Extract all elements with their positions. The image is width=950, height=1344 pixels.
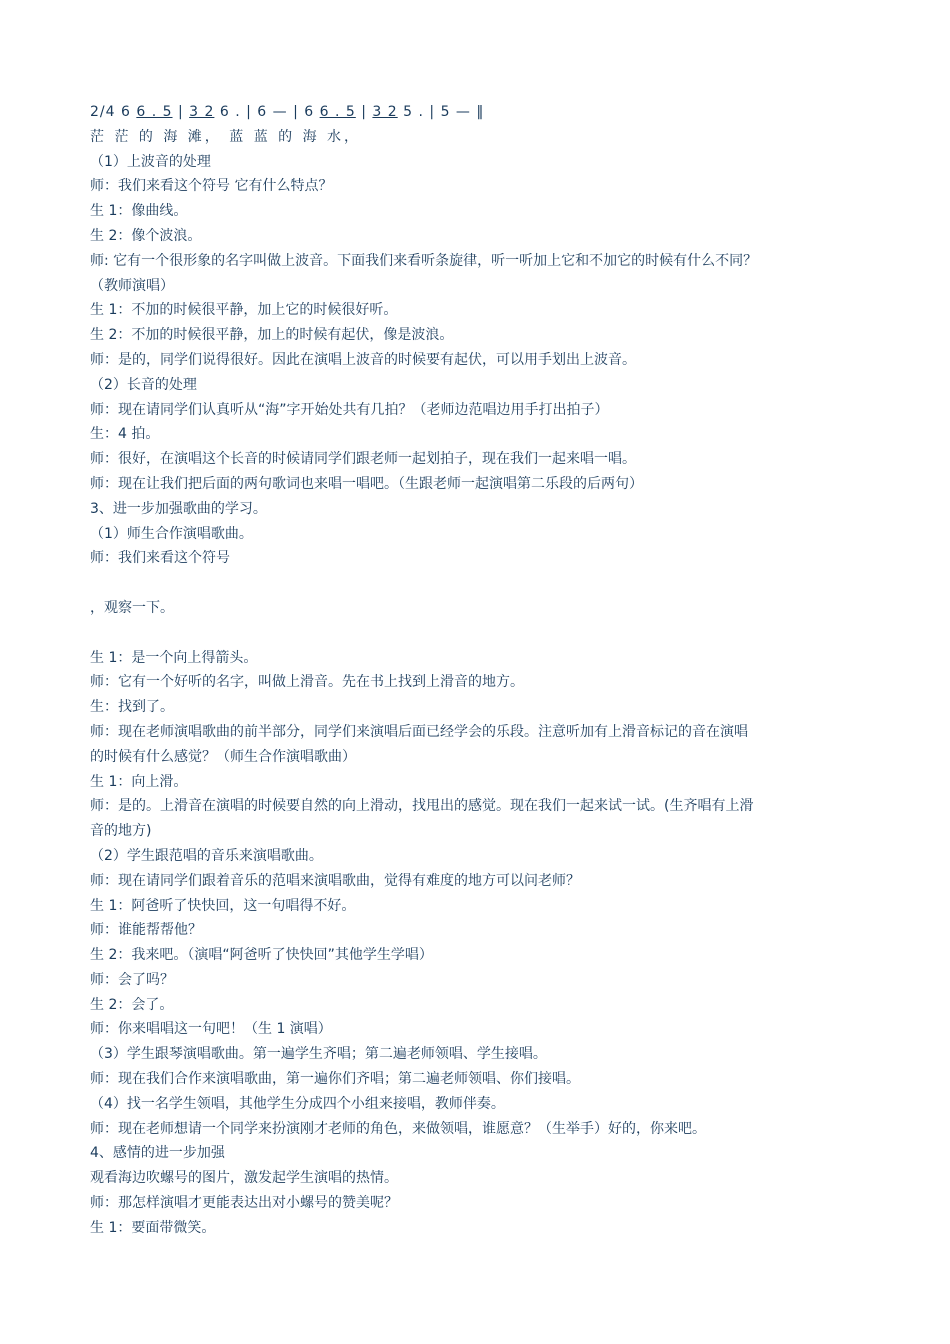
text-line: 师：会了吗？ [90,971,174,988]
text-line: 生 1：像曲线。 [90,203,188,220]
text-line: （1）上波音的处理 [90,153,211,170]
text-line: 生：找到了。 [90,699,174,716]
text-line: 观看海边吹螺号的图片，激发起学生演唱的热情。 [90,1170,398,1187]
notation-underlined-group: 3 2 [189,104,215,120]
paragraph-gap [90,621,880,646]
notation-segment: 5 . | 5 — ‖ [397,104,485,120]
text-line: （2）学生跟范唱的音乐来演唱歌曲。 [90,847,323,864]
text-line: 师：现在老师想请一个同学来扮演刚才老师的角色，来做领唱，谁愿意？（生举手）好的，你来吧。 [90,1120,706,1137]
notation-segment: | [172,104,190,120]
text-line: 3、进一步加强歌曲的学习。 [90,500,267,517]
text-line: 师：你来唱唱这一句吧！（生 1 演唱） [90,1021,332,1038]
notation-segment: 6 . | 6 — | 6 [214,104,320,120]
text-line: （1）师生合作演唱歌曲。 [90,525,253,542]
text-line: 师：我们来看这个符号 它有什么特点？ [90,178,333,195]
document-body [90,100,880,1241]
text-line: 的时候有什么感觉？（师生合作演唱歌曲） [90,748,356,765]
text-line: 生：4 拍。 [90,426,160,443]
text-line: 师：现在请同学们跟着音乐的范唱来演唱歌曲，觉得有难度的地方可以问老师？ [90,872,580,889]
text-line: 师：那怎样演唱才更能表达出对小螺号的赞美呢？ [90,1195,398,1212]
text-line: 生 1：是一个向上得箭头。 [90,649,258,666]
text-line: 师：现在我们合作来演唱歌曲，第一遍你们齐唱；第二遍老师领唱、你们接唱。 [90,1071,580,1088]
symbol-gap [90,571,880,596]
text-line: 师: 它有一个很形象的名字叫做上波音。下面我们来看听条旋律，听一听加上它和不加它的时候有什么不同？ [90,252,758,269]
text-line: 生 2：不加的时候很平静，加上的时候有起伏，像是波浪。 [90,327,454,344]
text-line: 4、感情的进一步加强 [90,1145,225,1162]
notation-underlined-group: 3 2 [372,104,398,120]
text-line: 师：它有一个好听的名字，叫做上滑音。先在书上找到上滑音的地方。 [90,674,524,691]
text-line: 师：我们来看这个符号 [90,550,230,567]
text-line: 生 1：向上滑。 [90,773,188,790]
text-line: 生 2：我来吧。（演唱“阿爸听了快快回”其他学生学唱） [90,947,433,964]
notation-segment: | [355,104,373,120]
text-line: 师：很好，在演唱这个长音的时候请同学们跟老师一起划拍子，现在我们一起来唱一唱。 [90,451,636,468]
song-lyrics: 茫 茫 的 海 滩， 蓝 蓝 的 海 水， [90,128,362,145]
text-line: 师：是的。上滑音在演唱的时候要自然的向上滑动，找甩出的感觉。现在我们一起来试一试。(生齐唱有上滑 [90,798,754,815]
text-line: 生 1：阿爸听了快快回，这一句唱得不好。 [90,897,356,914]
music-notation [90,100,880,125]
notation-segment: 2/4 6 [90,104,137,120]
section-b [90,646,880,1241]
text-line: 生 1：要面带微笑。 [90,1219,216,1236]
text-line: 生 2：像个波浪。 [90,227,202,244]
text-line: 师：现在老师演唱歌曲的前半部分，同学们来演唱后面已经学会的乐段。注意听加有上滑音标记的音在演唱 [90,723,748,740]
text-line: （2）长音的处理 [90,376,197,393]
text-line: （3）学生跟琴演唱歌曲。第一遍学生齐唱；第二遍老师领唱、学生接唱。 [90,1046,547,1063]
notation-underlined-group: 6 . 5 [136,104,173,120]
observe-line: ，观察一下。 [90,599,174,616]
text-line: 师：现在请同学们认真听从“海”字开始处共有几拍？（老师边范唱边用手打出拍子） [90,401,609,418]
text-line: 音的地方) [90,823,152,840]
text-line: 生 1：不加的时候很平静，加上它的时候很好听。 [90,302,398,319]
text-line: 师：是的，同学们说得很好。因此在演唱上波音的时候要有起伏，可以用手划出上波音。 [90,351,636,368]
text-line: 师：谁能帮帮他？ [90,922,202,939]
notation-underlined-group: 6 . 5 [319,104,356,120]
text-line: 生 2：会了。 [90,996,174,1013]
text-line: 师：现在让我们把后面的两句歌词也来唱一唱吧。（生跟老师一起演唱第二乐段的后两句） [90,475,643,492]
text-line: （4）找一名学生领唱，其他学生分成四个小组来接唱，教师伴奏。 [90,1095,505,1112]
section-a [90,150,880,572]
text-line: （教师演唱） [90,277,174,294]
